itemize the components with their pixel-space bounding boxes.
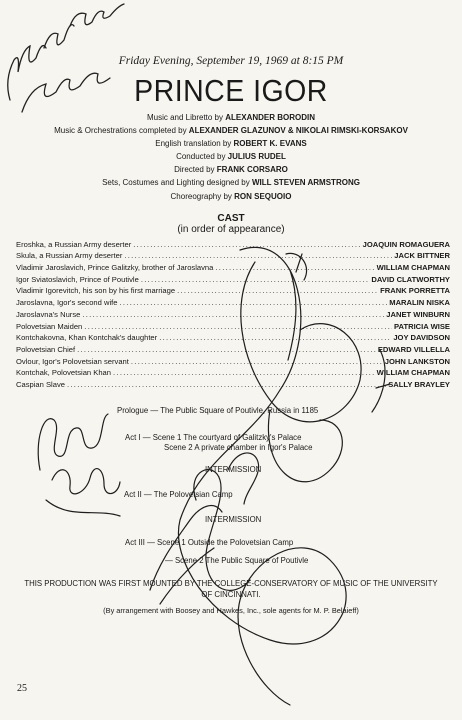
credit-line: Choreography by RON SEQUOIO <box>170 191 292 201</box>
cast-row: Vladimir Jaroslavich, Prince Galitzky, brother of Jaroslavna ..... WILLIAM CHAPMAN <box>16 260 450 272</box>
cast-row: Eroshka, a Russian Army deserter ..... JOAQUIN ROMAGUERA <box>16 237 450 249</box>
credit-line: Music and Libretto by ALEXANDER BORODIN <box>146 113 316 122</box>
page-number: 25 <box>17 683 27 694</box>
credit-line: Directed by FRANK CORSARO <box>174 165 288 175</box>
act1-scene2-line: Scene 2 A private chamber in Igor's Palace <box>164 443 313 452</box>
act2-line: Act II — The Polovetsian Camp <box>124 490 233 499</box>
act3-scene2-line: — Scene 2 The Public Square of Poutivle <box>165 556 309 565</box>
cast-row: Skula, a Russian Army deserter ..... JACK BITTNER <box>16 249 450 261</box>
cast-row: Kontchak, Polovetsian Khan ..... WILLIAM CHAPMAN <box>16 366 450 378</box>
cast-row: Igor Sviatoslavich, Prince of Poutivle ..... DAVID CLATWORTHY <box>16 272 450 284</box>
intermission-2: INTERMISSION <box>205 515 262 524</box>
credits-block <box>0 111 462 203</box>
cast-row: Kontchakovna, Khan Kontchak's daughter ..... JOY DAVIDSON <box>16 331 450 343</box>
cast-subheading: (in order of appearance) <box>177 224 285 235</box>
cast-row: Jaroslavna, Igor's second wife ..... MARALIN NISKA <box>16 295 450 307</box>
arrangement-note: (By arrangement with Boosey and Hawkes, Inc., sole agents for M. P. Belaieff) <box>103 606 359 615</box>
cast-row: Caspian Slave ..... SALLY BRAYLEY <box>16 377 450 389</box>
credit-line: Conducted by JULIUS RUDEL <box>176 152 286 162</box>
cast-row: Jaroslavna's Nurse ..... JANET WINBURN <box>16 307 450 319</box>
cast-row: Polovetsian Chief ..... EDWARD VILLELLA <box>16 342 450 354</box>
credit-line: Music & Orchestrations completed by ALEXANDER GLAZUNOV & NIKOLAI RIMSKI-KORSAKOV <box>54 126 408 136</box>
prologue-line: Prologue — The Public Square of Poutivle, Russia in 1185 <box>117 406 319 415</box>
cast-heading: CAST <box>217 213 245 224</box>
act3-scene1-line: Act III — Scene 1 Outside the Polovetsian Camp <box>125 538 294 547</box>
cast-row: Ovlour, Igor's Polovetsian servant ..... JOHN LANKSTON <box>16 354 450 366</box>
cast-row: Vladimir Igorevitch, his son by his first marriage ..... FRANK PORRETTA <box>16 284 450 296</box>
intermission-1: INTERMISSION <box>205 465 262 474</box>
opera-title: PRINCE IGOR <box>134 73 328 108</box>
credit-line: Sets, Costumes and Lighting designed by WILL STEVEN ARMSTRONG <box>102 178 360 188</box>
autograph-left <box>38 414 108 470</box>
production-note: THIS PRODUCTION WAS FIRST MOUNTED BY THE COLLEGE-CONSERVATORY OF MUSIC OF THE UNIVERSITY OF CINCINNATI. <box>24 579 438 599</box>
cast-list <box>16 237 450 389</box>
credit-line: English translation by ROBERT K. EVANS <box>155 139 307 149</box>
cast-row: Polovetsian Maiden ..... PATRICIA WISE <box>16 319 450 331</box>
performance-date: Friday Evening, September 19, 1969 at 8:15 PM <box>118 55 344 67</box>
act1-scene1-line: Act I — Scene 1 The courtyard of Galitzky's Palace <box>125 433 302 442</box>
